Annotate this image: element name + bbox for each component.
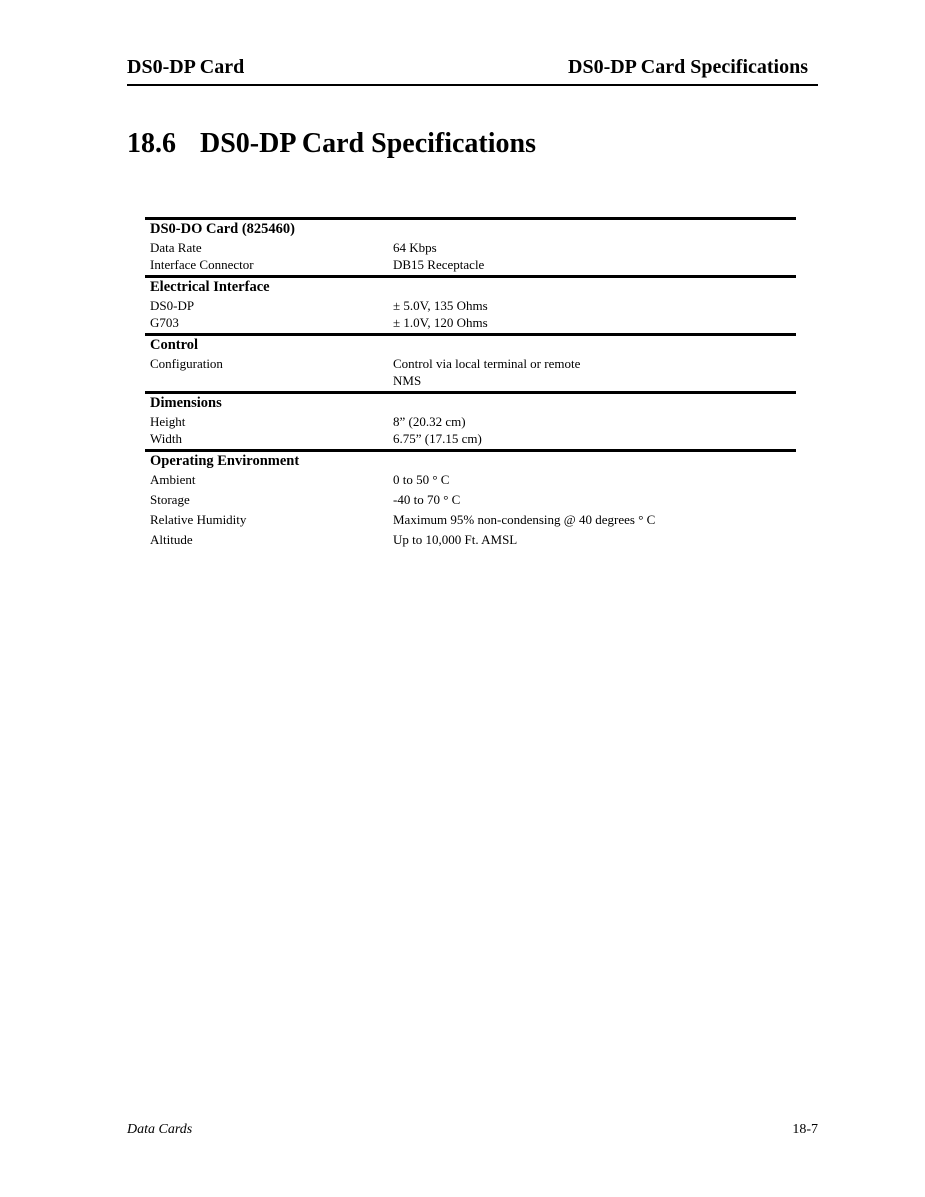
spec-value: DB15 Receptacle xyxy=(393,257,485,272)
spec-value: 0 to 50 ° C xyxy=(393,472,450,487)
spec-row xyxy=(145,531,796,548)
footer-chapter-name: Data Cards xyxy=(127,1122,193,1137)
spec-label: Data Rate xyxy=(150,240,202,255)
spec-value: -40 to 70 ° C xyxy=(393,492,461,507)
spec-value: ± 1.0V, 120 Ohms xyxy=(393,315,488,330)
spec-label: DS0-DP xyxy=(150,298,195,313)
spec-value-line: Control via local terminal or remote xyxy=(393,356,581,371)
spec-group-title: Operating Environment xyxy=(150,453,300,469)
spec-label: Relative Humidity xyxy=(150,512,247,527)
section-heading xyxy=(127,128,536,160)
spec-group-title: Control xyxy=(150,337,199,353)
spec-row xyxy=(145,413,796,430)
spec-label: Height xyxy=(150,414,186,429)
spec-row xyxy=(145,239,796,256)
spec-row xyxy=(145,430,796,447)
spec-group-card xyxy=(145,217,796,275)
spec-group-electrical xyxy=(145,275,796,333)
spec-value: Maximum 95% non-condensing @ 40 degrees ° C xyxy=(393,512,656,527)
section-title: DS0-DP Card Specifications xyxy=(200,128,536,159)
spec-label: G703 xyxy=(150,315,179,330)
spec-value: 8” (20.32 cm) xyxy=(393,414,466,429)
spec-value: 6.75” (17.15 cm) xyxy=(393,431,482,446)
spec-value xyxy=(393,355,796,389)
spec-group-title: Dimensions xyxy=(150,395,222,411)
spec-group-environment xyxy=(145,449,796,550)
spec-row xyxy=(145,511,796,528)
spec-row xyxy=(145,256,796,273)
spec-table xyxy=(145,217,796,550)
section-number: 18.6 xyxy=(127,128,176,159)
spec-label: Width xyxy=(150,431,182,446)
spec-group-dimensions xyxy=(145,391,796,449)
spec-row xyxy=(145,491,796,508)
spec-group-title: Electrical Interface xyxy=(150,279,270,295)
spec-value-line: NMS xyxy=(393,373,422,388)
spec-row xyxy=(145,471,796,488)
spec-label: Storage xyxy=(150,492,190,507)
header-section-title: DS0-DP Card Specifications xyxy=(568,56,808,78)
spec-label: Interface Connector xyxy=(150,257,254,272)
spec-value: 64 Kbps xyxy=(393,240,437,255)
spec-label: Ambient xyxy=(150,472,196,487)
spec-value: Up to 10,000 Ft. AMSL xyxy=(393,532,518,547)
spec-value: ± 5.0V, 135 Ohms xyxy=(393,298,488,313)
spec-label: Configuration xyxy=(150,356,223,371)
spec-row xyxy=(145,355,796,389)
spec-row xyxy=(145,314,796,331)
running-header xyxy=(127,56,818,86)
spec-row xyxy=(145,297,796,314)
spec-group-control xyxy=(145,333,796,391)
header-chapter-title: DS0-DP Card xyxy=(127,56,245,78)
spec-label: Altitude xyxy=(150,532,193,547)
spec-group-title: DS0-DO Card (825460) xyxy=(150,221,295,237)
footer-page-number: 18-7 xyxy=(792,1122,818,1137)
